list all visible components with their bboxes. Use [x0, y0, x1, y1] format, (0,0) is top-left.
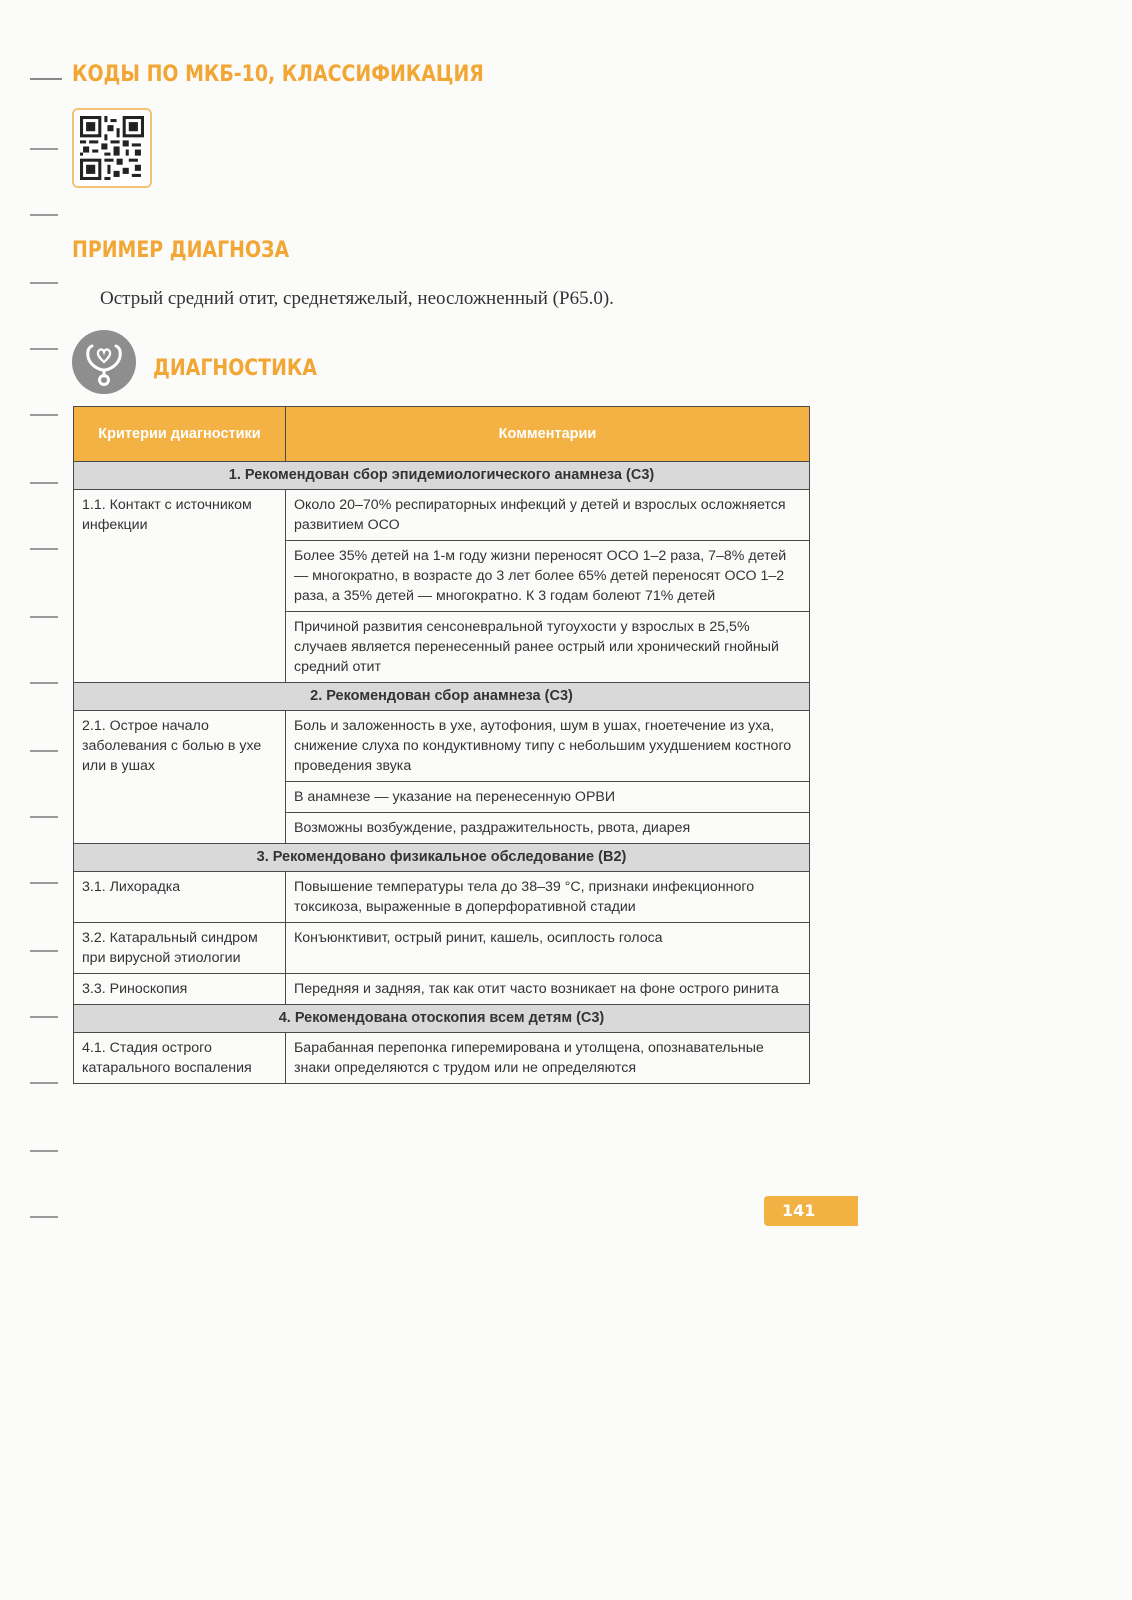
criterion-cell: 3.1. Лихорадка: [74, 872, 286, 923]
table-row: [74, 490, 810, 541]
table-header-row: [74, 407, 810, 462]
table-row: [74, 872, 810, 923]
margin-tick: [30, 78, 62, 80]
section-title: 1. Рекомендован сбор эпидемиологического анамнеза (С3): [74, 462, 810, 490]
margin-tick: [30, 282, 58, 284]
margin-tick: [30, 816, 58, 818]
qr-code-icon[interactable]: [72, 108, 152, 188]
margin-tick: [30, 950, 58, 952]
table-row: [74, 923, 810, 974]
margin-tick: [30, 548, 58, 550]
heading-diagnostics: ДИАГНОСТИКА: [153, 356, 318, 381]
comment-cell: Конъюнктивит, острый ринит, кашель, осиплость голоса: [286, 923, 810, 974]
margin-tick: [30, 482, 58, 484]
table-row: [74, 1033, 810, 1084]
criterion-cell: 3.3. Риноскопия: [74, 974, 286, 1005]
margin-tick: [30, 214, 58, 216]
margin-tick: [30, 1150, 58, 1152]
margin-tick: [30, 148, 58, 150]
table-row: [74, 711, 810, 782]
margin-tick: [30, 616, 58, 618]
section-title: 2. Рекомендован сбор анамнеза (С3): [74, 683, 810, 711]
comment-cell: Передняя и задняя, так как отит часто возникает на фоне острого ринита: [286, 974, 810, 1005]
margin-tick: [30, 1082, 58, 1084]
section-row: [74, 462, 810, 490]
diagnostics-table: [73, 406, 810, 1084]
diagnosis-example-text: Острый средний отит, среднетяжелый, неосложненный (Р65.0).: [100, 288, 614, 309]
margin-tick: [30, 348, 58, 350]
criterion-cell: 4.1. Стадия острого катарального воспаления: [74, 1033, 286, 1084]
section-row: [74, 844, 810, 872]
margin-tick: [30, 882, 58, 884]
heading-icd-codes: КОДЫ ПО МКБ-10, КЛАССИФИКАЦИЯ: [72, 62, 484, 87]
comment-cell: Боль и заложенность в ухе, аутофония, шум в ушах, гноетечение из уха, снижение слуха по кондуктивному типу с небольшим ухудшением костного проведения звука: [286, 711, 810, 782]
column-header-comments: Комментарии: [286, 407, 810, 462]
table-row: [74, 974, 810, 1005]
comment-cell: В анамнезе — указание на перенесенную ОРВИ: [286, 782, 810, 813]
heading-diagnosis-example: ПРИМЕР ДИАГНОЗА: [72, 238, 290, 263]
margin-tick: [30, 1016, 58, 1018]
criterion-cell: 3.2. Катаральный синдром при вирусной этиологии: [74, 923, 286, 974]
comment-cell: Причиной развития сенсоневральной тугоухости у взрослых в 25,5% случаев является перенесенный ранее острый или хронический гнойный средний отит: [286, 612, 810, 683]
comment-cell: Повышение температуры тела до 38–39 °С, признаки инфекционного токсикоза, выраженные в доперфоративной стадии: [286, 872, 810, 923]
qr-code-graphic: [80, 116, 144, 180]
comment-cell: Барабанная перепонка гиперемирована и утолщена, опознавательные знаки определяются с трудом или не определяются: [286, 1033, 810, 1084]
stethoscope-icon: [72, 330, 136, 394]
section-title: 3. Рекомендовано физикальное обследование (В2): [74, 844, 810, 872]
section-row: [74, 683, 810, 711]
comment-cell: Около 20–70% респираторных инфекций у детей и взрослых осложняется развитием ОСО: [286, 490, 810, 541]
stethoscope-graphic: [72, 330, 136, 394]
margin-tick: [30, 414, 58, 416]
page-number: 141: [764, 1196, 858, 1226]
criterion-cell: 1.1. Контакт с источником инфекции: [74, 490, 286, 683]
comment-cell: Возможны возбуждение, раздражительность, рвота, диарея: [286, 813, 810, 844]
margin-tick: [30, 682, 58, 684]
column-header-criteria: Критерии диагностики: [74, 407, 286, 462]
margin-tick: [30, 750, 58, 752]
comment-cell: Более 35% детей на 1-м году жизни переносят ОСО 1–2 раза, 7–8% детей — многократно, в возрасте до 3 лет более 65% детей переносят ОСО 1–2 раза, а 35% детей — многократно. К 3 годам болеют 71% детей: [286, 541, 810, 612]
section-row: [74, 1005, 810, 1033]
margin-tick: [30, 1216, 58, 1218]
criterion-cell: 2.1. Острое начало заболевания с болью в ухе или в ушах: [74, 711, 286, 844]
section-title: 4. Рекомендована отоскопия всем детям (С3): [74, 1005, 810, 1033]
